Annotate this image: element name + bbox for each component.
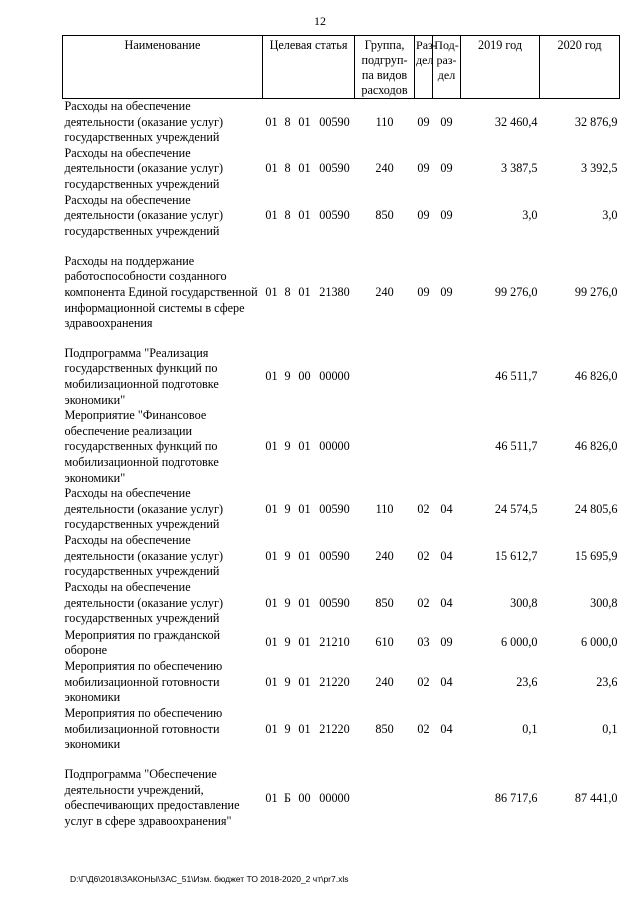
amount-2019: 99 276,0	[494, 284, 538, 299]
table-body	[63, 99, 620, 830]
amount-2019: 23,6	[516, 674, 538, 689]
target-article-part4: 21210	[319, 635, 350, 650]
target-article-part2: 9	[284, 674, 291, 689]
target-article-part4: 00590	[319, 548, 350, 563]
amount-2020: 3 392,5	[580, 161, 618, 176]
target-article-part2: 9	[284, 721, 291, 736]
group-code: 850	[375, 595, 394, 610]
row-name: Расходы на обеспечение деятельности (оказание услуг) государственных учреждений	[64, 145, 224, 192]
razdel-code: 02	[417, 548, 430, 563]
amount-2020: 15 695,9	[574, 548, 618, 563]
podrazdel-code: 09	[440, 161, 453, 176]
table-header-row	[63, 36, 620, 99]
target-article-part3: 00	[298, 369, 311, 384]
header-group: Группа, подгруп-па видов расходов	[355, 36, 415, 99]
table-row	[63, 146, 620, 193]
podrazdel-code	[433, 408, 461, 486]
target-article-part3: 01	[298, 439, 311, 454]
target-article-part1: 01	[265, 439, 278, 454]
page-number: 12	[314, 14, 326, 28]
header-name: Наименование	[63, 36, 263, 99]
target-article-part3: 01	[298, 208, 311, 223]
podrazdel-code: 04	[440, 595, 453, 610]
amount-2020: 300,8	[590, 595, 618, 610]
amount-2020: 24 805,6	[574, 501, 618, 516]
target-article-part3: 01	[298, 595, 311, 610]
table-row	[63, 193, 620, 240]
amount-2020: 46 826,0	[574, 369, 618, 384]
podrazdel-code: 04	[440, 721, 453, 736]
target-article-part1: 01	[265, 114, 278, 129]
table-row	[63, 627, 620, 659]
target-article-part4: 21380	[319, 284, 350, 299]
row-name: Мероприятие "Финансовое обеспечение реализации государственных функций по мобилизационной подготовке экономики"	[64, 408, 219, 485]
row-name: Мероприятия по обеспечению мобилизационной готовности экономики	[64, 706, 223, 752]
target-article-part2: 9	[284, 439, 291, 454]
table-row	[63, 706, 620, 753]
target-article-part3: 01	[298, 674, 311, 689]
target-article-part2: 9	[284, 501, 291, 516]
target-article-part4: 00000	[319, 790, 350, 805]
amount-2019: 46 511,7	[495, 439, 538, 454]
target-article-part2: 9	[284, 369, 291, 384]
target-article-part2: 9	[284, 635, 291, 650]
target-article-part2: 8	[284, 161, 291, 176]
target-article-part1: 01	[265, 369, 278, 384]
amount-2019: 46 511,7	[495, 369, 538, 384]
target-article-part4: 21220	[319, 721, 350, 736]
group-code: 610	[375, 635, 394, 650]
table-row	[63, 346, 620, 408]
group-code: 240	[375, 284, 394, 299]
razdel-code: 02	[417, 501, 430, 516]
target-article-part4: 00590	[319, 595, 350, 610]
target-article-part4: 00000	[319, 439, 350, 454]
podrazdel-code: 04	[440, 674, 453, 689]
header-year-2019: 2019 год	[461, 36, 540, 99]
target-article-part2: 8	[284, 284, 291, 299]
target-article-part3: 01	[298, 548, 311, 563]
row-spacer	[63, 240, 620, 254]
target-article-part3: 01	[298, 114, 311, 129]
razdel-code	[415, 767, 433, 829]
header-podrazdel: Под-раз-дел	[433, 36, 461, 99]
spacer-cell	[63, 240, 620, 254]
footer-file-path: D:\Г\Д6\2018\ЗАКОНЫ\ЗАС_51\Изм. бюджет ТО 2018-2020_2 чт\pr7.xls	[70, 874, 349, 884]
razdel-code	[415, 346, 433, 408]
row-name: Расходы на обеспечение деятельности (оказание услуг) государственных учреждений	[64, 486, 224, 532]
amount-2019: 24 574,5	[494, 501, 538, 516]
podrazdel-code: 09	[440, 114, 453, 129]
target-article-part3: 01	[298, 721, 311, 736]
razdel-code: 02	[417, 674, 430, 689]
target-article-part1: 01	[265, 284, 278, 299]
row-name: Подпрограмма "Реализация государственных функций по мобилизационной подготовке экономики"	[64, 345, 219, 407]
target-article-part4: 21220	[319, 674, 350, 689]
amount-2020: 99 276,0	[574, 284, 618, 299]
amount-2020: 3,0	[602, 208, 618, 223]
group-code: 110	[375, 501, 394, 516]
target-article-part1: 01	[265, 721, 278, 736]
table-row	[63, 99, 620, 146]
podrazdel-code: 09	[440, 635, 453, 650]
amount-2020: 32 876,9	[574, 114, 618, 129]
row-name: Расходы на обеспечение деятельности (оказание услуг) государственных учреждений	[64, 192, 224, 239]
row-name: Мероприятия по обеспечению мобилизационной готовности экономики	[64, 659, 223, 705]
target-article-part4: 00590	[319, 501, 350, 516]
amount-2019: 6 000,0	[500, 635, 538, 650]
spacer-cell	[63, 753, 620, 767]
amount-2019: 0,1	[522, 721, 538, 736]
row-name: Расходы на поддержание работоспособности созданного компонента Единой государственной информационной системы в сфере здравоохранения	[64, 253, 258, 331]
table-row	[63, 254, 620, 332]
podrazdel-code: 04	[440, 548, 453, 563]
group-code	[355, 408, 415, 486]
group-code: 850	[375, 208, 394, 223]
amount-2019: 32 460,4	[494, 114, 538, 129]
amount-2019: 15 612,7	[494, 548, 538, 563]
target-article-part1: 01	[265, 635, 278, 650]
row-name: Мероприятия по гражданской обороне	[64, 627, 221, 658]
spacer-cell	[63, 332, 620, 346]
table-row	[63, 767, 620, 829]
amount-2019: 3,0	[522, 208, 538, 223]
target-article-part2: 9	[284, 548, 291, 563]
table-row	[63, 533, 620, 580]
row-name: Расходы на обеспечение деятельности (оказание услуг) государственных учреждений	[64, 580, 224, 626]
razdel-code: 09	[417, 284, 430, 299]
target-article-part1: 01	[265, 674, 278, 689]
row-spacer	[63, 753, 620, 767]
row-name: Расходы на обеспечение деятельности (оказание услуг) государственных учреждений	[64, 533, 224, 579]
group-code: 240	[375, 674, 394, 689]
target-article-part1: 01	[265, 161, 278, 176]
target-article-part4: 00590	[319, 161, 350, 176]
target-article-part3: 01	[298, 161, 311, 176]
amount-2020: 87 441,0	[574, 790, 618, 805]
target-article-part2: 8	[284, 114, 291, 129]
amount-2020: 0,1	[602, 721, 618, 736]
header-target-article: Целевая статья	[263, 36, 355, 99]
budget-table	[62, 35, 620, 830]
podrazdel-code: 09	[440, 284, 453, 299]
group-code	[355, 767, 415, 829]
target-article-part2: 9	[284, 595, 291, 610]
group-code: 850	[375, 721, 394, 736]
target-article-part1: 01	[265, 595, 278, 610]
header-year-2020: 2020 год	[540, 36, 620, 99]
razdel-code: 03	[417, 635, 430, 650]
target-article-part1: 01	[265, 208, 278, 223]
target-article-part4: 00590	[319, 114, 350, 129]
target-article-part3: 01	[298, 501, 311, 516]
razdel-code: 02	[417, 721, 430, 736]
table-row	[63, 659, 620, 706]
target-article-part2: Б	[284, 790, 291, 805]
table-row	[63, 486, 620, 533]
target-article-part1: 01	[265, 790, 278, 805]
podrazdel-code	[433, 346, 461, 408]
table-row	[63, 580, 620, 627]
row-name: Подпрограмма "Обеспечение деятельности учреждений, обеспечивающих предоставление услуг в сфере здравоохранения"	[64, 767, 240, 828]
amount-2019: 3 387,5	[500, 161, 538, 176]
target-article-part4: 00590	[319, 208, 350, 223]
target-article-part1: 01	[265, 501, 278, 516]
group-code: 240	[375, 161, 394, 176]
amount-2020: 23,6	[596, 674, 618, 689]
row-name: Расходы на обеспечение деятельности (оказание услуг) государственных учреждений	[64, 99, 224, 145]
razdel-code: 09	[417, 208, 430, 223]
target-article-part1: 01	[265, 548, 278, 563]
podrazdel-code: 09	[440, 208, 453, 223]
target-article-part2: 8	[284, 208, 291, 223]
group-code	[355, 346, 415, 408]
podrazdel-code	[433, 767, 461, 829]
target-article-part4: 00000	[319, 369, 350, 384]
razdel-code	[415, 408, 433, 486]
razdel-code: 09	[417, 161, 430, 176]
podrazdel-code: 04	[440, 501, 453, 516]
amount-2020: 6 000,0	[580, 635, 618, 650]
razdel-code: 09	[417, 114, 430, 129]
group-code: 110	[375, 114, 394, 129]
target-article-part3: 01	[298, 284, 311, 299]
target-article-part3: 00	[298, 790, 311, 805]
header-razdel: Раз-дел	[415, 36, 433, 99]
razdel-code: 02	[417, 595, 430, 610]
target-article-part3: 01	[298, 635, 311, 650]
amount-2020: 46 826,0	[574, 439, 618, 454]
amount-2019: 300,8	[510, 595, 538, 610]
table-row	[63, 408, 620, 486]
group-code: 240	[375, 548, 394, 563]
amount-2019: 86 717,6	[494, 790, 538, 805]
row-spacer	[63, 332, 620, 346]
